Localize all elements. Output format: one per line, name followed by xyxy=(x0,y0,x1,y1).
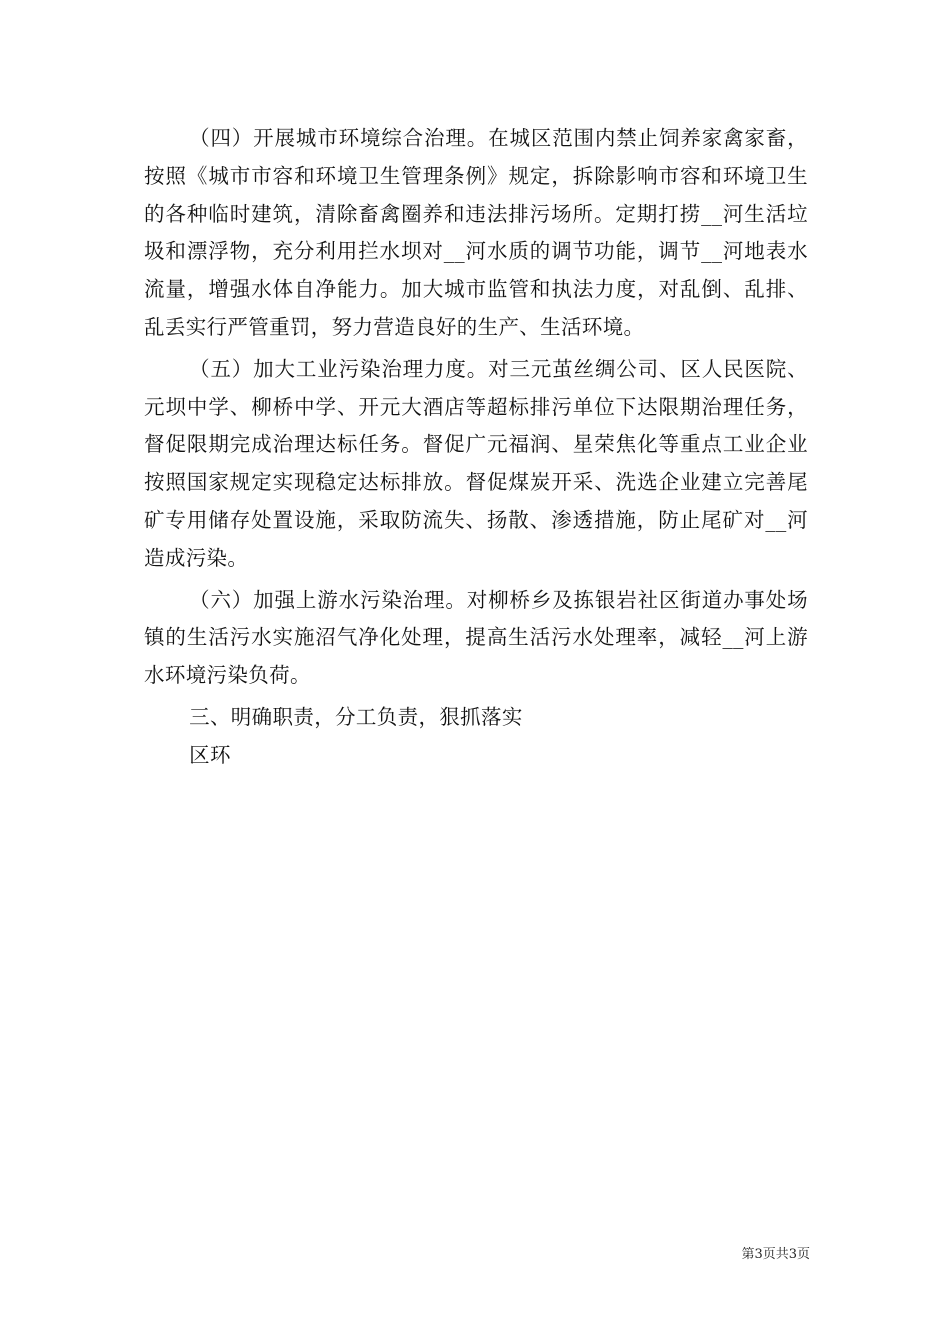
paragraph-five: （五）加大工业污染治理力度。对三元茧丝绸公司、区人民医院、元坝中学、柳桥中学、开元大酒店等超标排污单位下达限期治理任务，督促限期完成治理达标任务。督促广元福润、星荣焦化等重点工业企业按照国家规定实现稳定达标排放。督促煤炭开采、洗选企业建立完善尾矿专用储存处置设施，采取防流失、扬散、渗透措施，防止尾矿对__河造成污染。 xyxy=(144,356,808,570)
paragraph-six: （六）加强上游水污染治理。对柳桥乡及拣银岩社区街道办事处场镇的生活污水实施沼气净化处理，提高生活污水处理率，减轻__河上游水环境污染负荷。 xyxy=(144,587,808,688)
page-number-footer: 第3页共3页 xyxy=(741,1247,810,1262)
trailing-text: 区环 xyxy=(189,742,231,767)
section-heading: 三、明确职责，分工负责，狠抓落实 xyxy=(189,704,523,729)
paragraph-four: （四）开展城市环境综合治理。在城区范围内禁止饲养家禽家畜，按照《城市市容和环境卫生管理条例》规定，拆除影响市容和环境卫生的各种临时建筑，清除畜禽圈养和违法排污场所。定期打捞__河生活垃圾和漂浮物，充分利用拦水坝对__河水质的调节功能，调节__河地表水流量，增强水体自净能力。加大城市监管和执法力度，对乱倒、乱排、乱丢实行严管重罚，努力营造良好的生产、生活环境。 xyxy=(144,126,808,339)
document-body xyxy=(144,120,808,775)
